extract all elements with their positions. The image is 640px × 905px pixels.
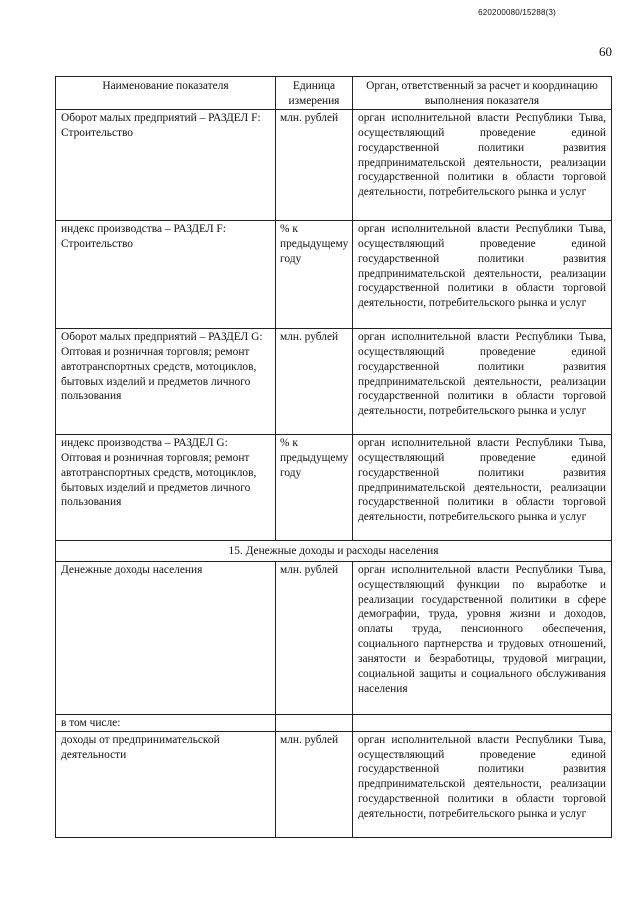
- indicator-unit: млн. рублей: [276, 109, 353, 220]
- table-header-row: [56, 77, 612, 110]
- page-number: 60: [599, 44, 612, 59]
- indicators-table: [55, 76, 612, 838]
- including-label: в том числе:: [56, 714, 276, 731]
- indicator-unit: % к предыдущему году: [276, 434, 353, 540]
- header-responsible-org: Орган, ответственный за расчет и координацию выполнения показателя: [353, 77, 612, 110]
- including-row: [56, 714, 612, 731]
- table-row: [56, 220, 612, 328]
- indicator-unit: млн. рублей: [276, 561, 353, 714]
- responsible-org: орган исполнительной власти Республики Тыва, осуществляющий проведение единой государственной политики развития предпринимательской деятельности, реализации государственной политики в области торговой деятельности, потребительского рынка и услуг: [353, 731, 612, 837]
- indicator-name: индекс производства – РАЗДЕЛ F: Строительство: [56, 220, 276, 328]
- table-row: [56, 328, 612, 434]
- responsible-org: орган исполнительной власти Республики Тыва, осуществляющий проведение единой государственной политики развития предпринимательской деятельности, реализации государственной политики в области торговой деятельности, потребительского рынка и услуг: [353, 434, 612, 540]
- indicator-name: Оборот малых предприятий – РАЗДЕЛ F: Строительство: [56, 109, 276, 220]
- table-row: [56, 561, 612, 714]
- table-row: [56, 434, 612, 540]
- indicator-unit: млн. рублей: [276, 328, 353, 434]
- indicator-unit: % к предыдущему году: [276, 220, 353, 328]
- indicator-name: Денежные доходы населения: [56, 561, 276, 714]
- indicator-unit: млн. рублей: [276, 731, 353, 837]
- responsible-org: орган исполнительной власти Республики Тыва, осуществляющий проведение единой государственной политики развития предпринимательской деятельности, реализации государственной политики в области торговой деятельности, потребительского рынка и услуг: [353, 328, 612, 434]
- responsible-org: орган исполнительной власти Республики Тыва, осуществляющий проведение единой государственной политики развития предпринимательской деятельности, реализации государственной политики в области торговой деятельности, потребительского рынка и услуг: [353, 220, 612, 328]
- section-row: [56, 540, 612, 561]
- header-unit: Единица измерения: [276, 77, 353, 110]
- table-row: [56, 731, 612, 837]
- empty-cell: [353, 714, 612, 731]
- responsible-org: орган исполнительной власти Республики Тыва, осуществляющий проведение единой государственной политики развития предпринимательской деятельности, реализации государственной политики в области торговой деятельности, потребительского рынка и услуг: [353, 109, 612, 220]
- table-row: [56, 109, 612, 220]
- indicator-name: доходы от предпринимательской деятельности: [56, 731, 276, 837]
- empty-cell: [276, 714, 353, 731]
- indicator-name: Оборот малых предприятий – РАЗДЕЛ G: Оптовая и розничная торговля; ремонт автотранспортных средств, мотоциклов, бытовых изделий и предметов личного пользования: [56, 328, 276, 434]
- header-indicator-name: Наименование показателя: [56, 77, 276, 110]
- section-title: 15. Денежные доходы и расходы населения: [56, 540, 612, 561]
- document-id: 620200080/15288(3): [478, 8, 556, 17]
- indicator-name: индекс производства – РАЗДЕЛ G: Оптовая и розничная торговля; ремонт автотранспортных средств, мотоциклов, бытовых изделий и предметов личного пользования: [56, 434, 276, 540]
- responsible-org: орган исполнительной власти Республики Тыва, осуществляющий функции по выработке и реализации государственной политики в сфере демографии, труда, уровня жизни и доходов, оплаты труда, пенсионного обеспечения, социального партнерства и трудовых отношений, занятости и безработицы, трудовой миграции, социальной защиты и социального обслуживания населения: [353, 561, 612, 714]
